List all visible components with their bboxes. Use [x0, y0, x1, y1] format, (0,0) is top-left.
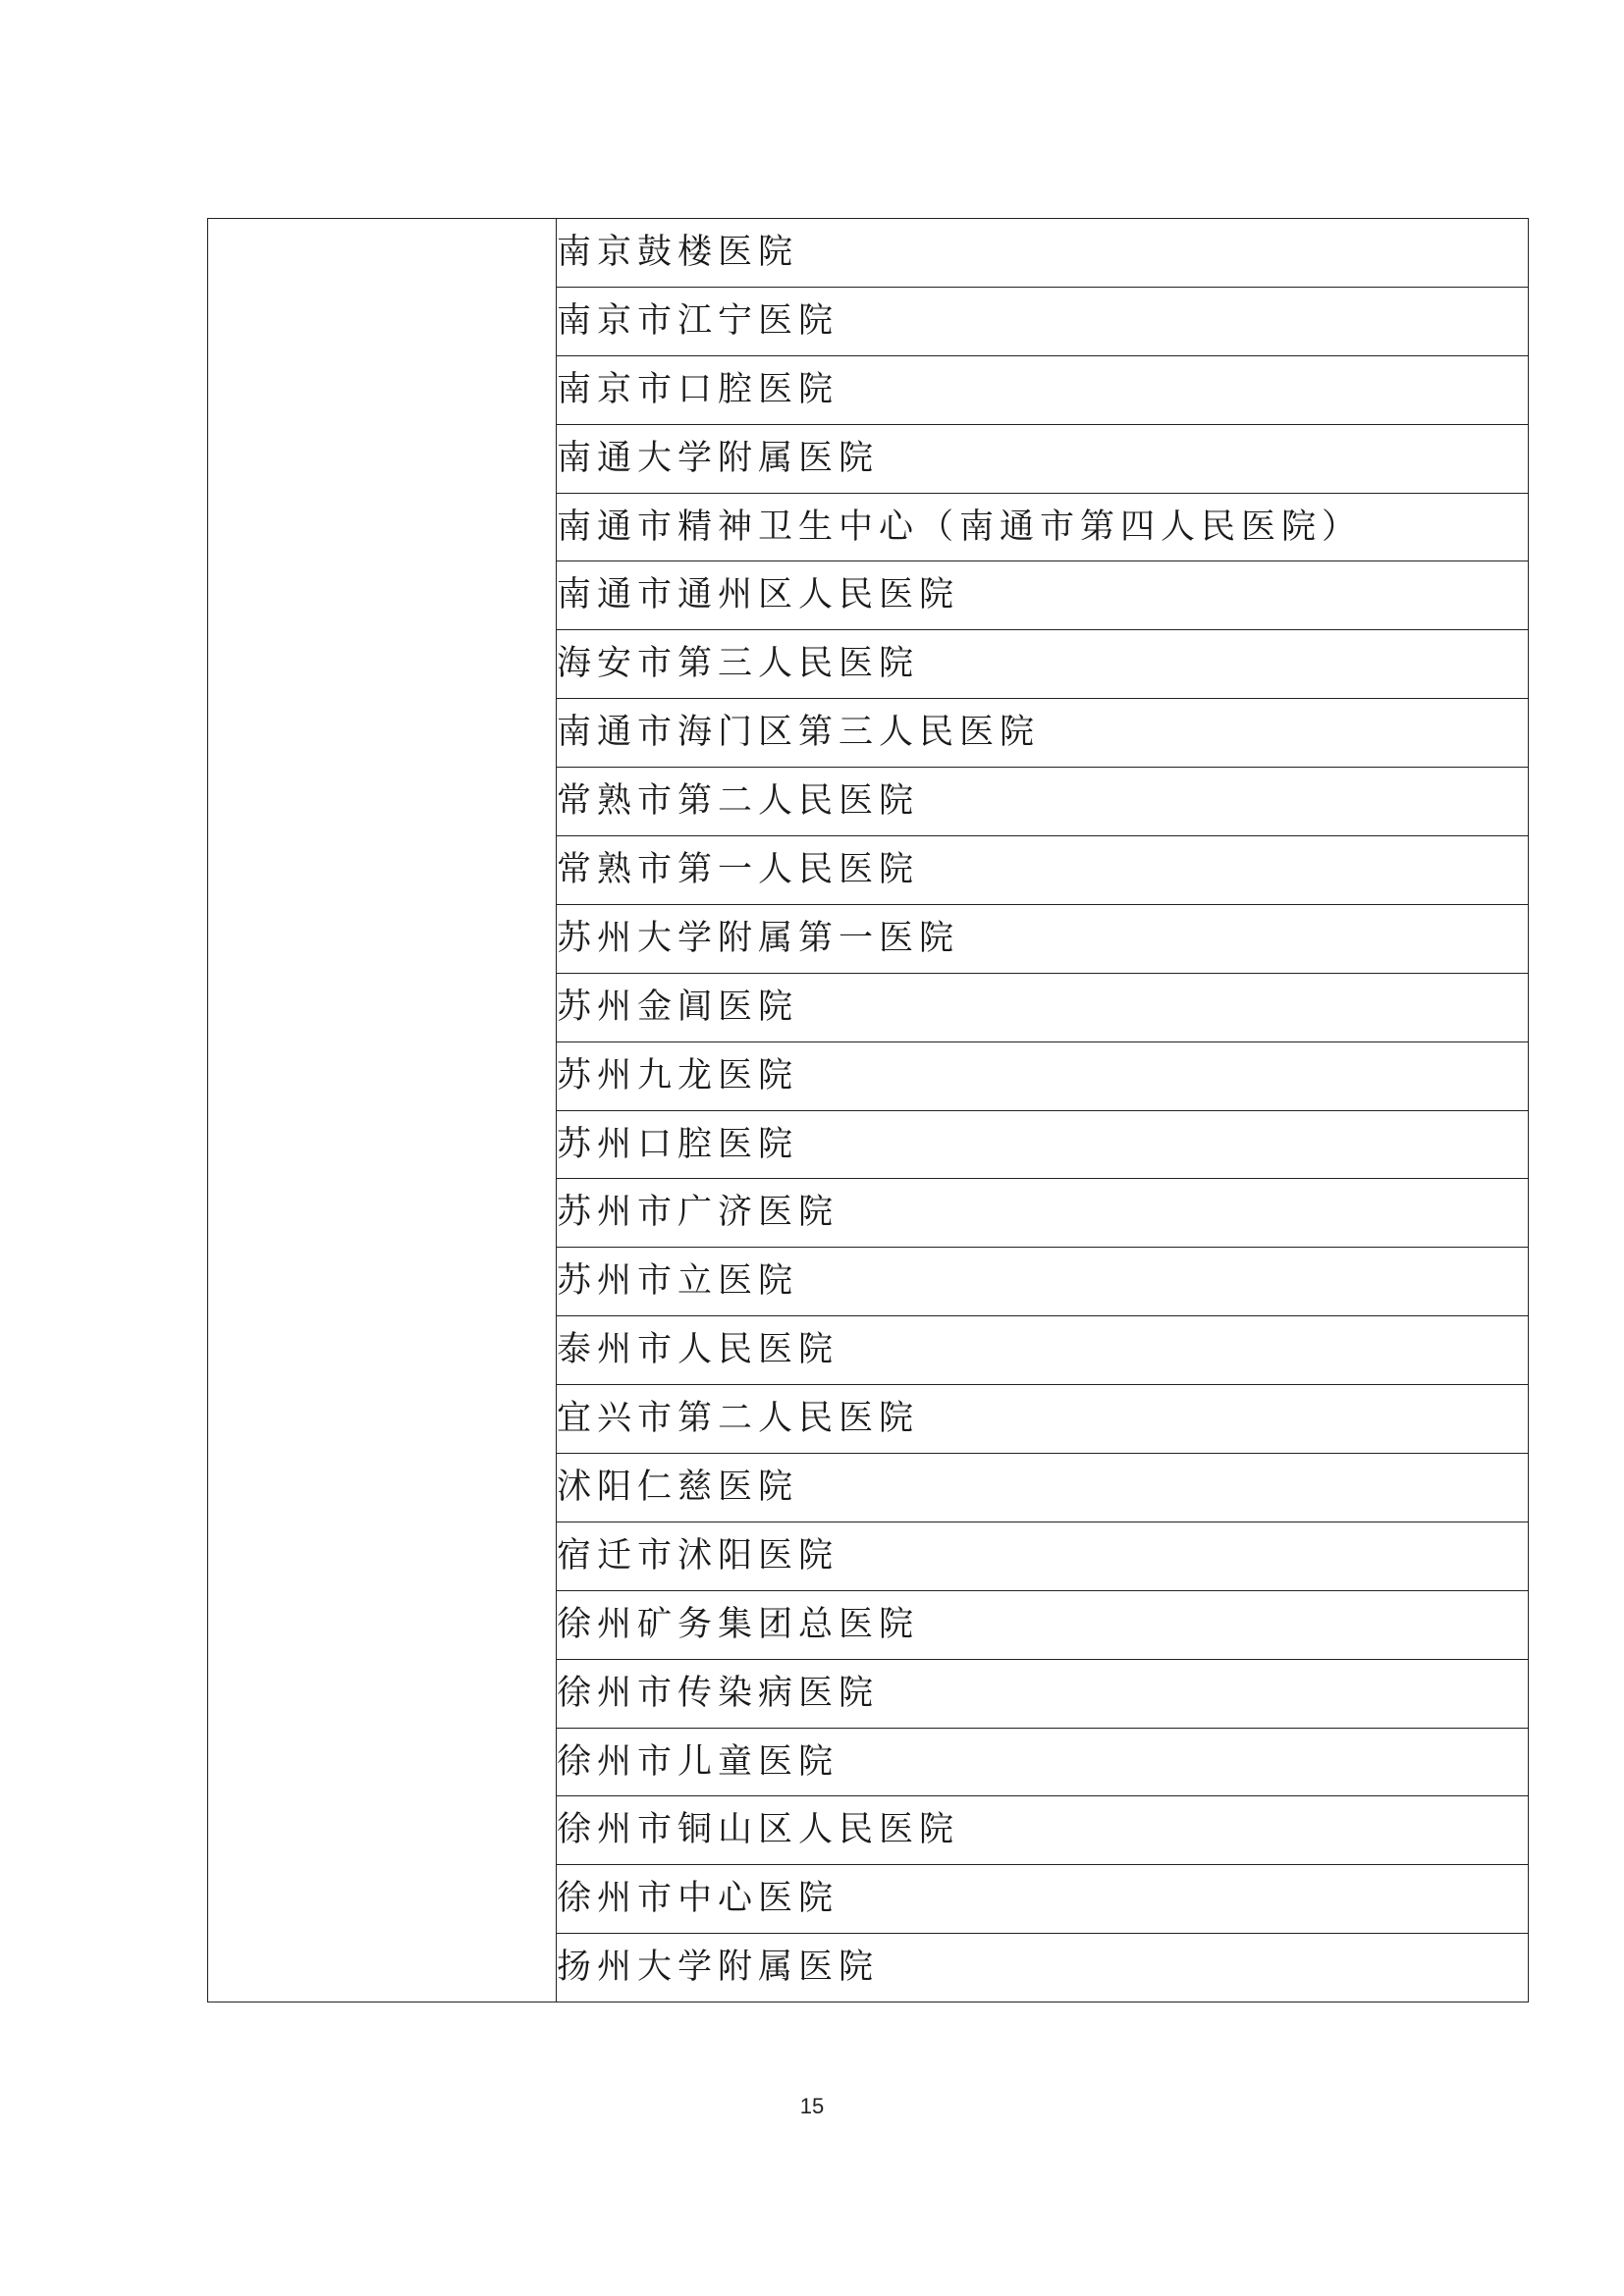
- hospital-name-cell: [557, 493, 1529, 561]
- hospital-name-cell: [557, 1659, 1529, 1728]
- hospital-name-cell: [557, 561, 1529, 630]
- hospital-name: 海安市第三人民医院: [557, 644, 920, 684]
- hospital-name-cell: [557, 1796, 1529, 1865]
- hospital-table-body: [208, 219, 1529, 2002]
- hospital-name: 南通市海门区第三人民医院: [557, 713, 1041, 753]
- hospital-name-cell: [557, 1110, 1529, 1179]
- hospital-name-cell: [557, 1041, 1529, 1110]
- hospital-name-cell: [557, 355, 1529, 424]
- hospital-name: 南通市通州区人民医院: [557, 575, 960, 615]
- hospital-name-cell: [557, 1385, 1529, 1454]
- hospital-name-cell: [557, 1522, 1529, 1590]
- hospital-name: 徐州市传染病医院: [557, 1673, 880, 1713]
- hospital-name: 苏州口腔医院: [557, 1124, 799, 1164]
- hospital-name: 沭阳仁慈医院: [557, 1467, 799, 1507]
- hospital-name: 苏州九龙医院: [557, 1055, 799, 1095]
- hospital-name-cell: [557, 630, 1529, 699]
- hospital-name: 南京市口腔医院: [557, 369, 839, 409]
- hospital-name-cell: [557, 1934, 1529, 2002]
- hospital-name: 常熟市第一人民医院: [557, 849, 920, 889]
- hospital-table: [207, 218, 1529, 2002]
- hospital-name: 南通市精神卫生中心（南通市第四人民医院）: [557, 507, 1363, 547]
- category-cell: [208, 219, 557, 2002]
- hospital-name-cell: [557, 836, 1529, 905]
- hospital-name: 徐州市铜山区人民医院: [557, 1810, 960, 1850]
- hospital-name: 南京市江宁医院: [557, 300, 839, 341]
- hospital-name: 徐州市中心医院: [557, 1879, 839, 1919]
- hospital-name-cell: [557, 1865, 1529, 1934]
- hospital-name-cell: [557, 1454, 1529, 1522]
- hospital-name-cell: [557, 1179, 1529, 1248]
- hospital-name: 宜兴市第二人民医院: [557, 1399, 920, 1439]
- hospital-name: 常熟市第二人民医院: [557, 781, 920, 822]
- hospital-name: 苏州市广济医院: [557, 1193, 839, 1233]
- hospital-name-cell: [557, 1248, 1529, 1316]
- hospital-name-cell: [557, 1590, 1529, 1659]
- hospital-name-cell: [557, 699, 1529, 768]
- hospital-name-cell: [557, 219, 1529, 288]
- hospital-name: 南京鼓楼医院: [557, 232, 799, 272]
- hospital-name-cell: [557, 973, 1529, 1041]
- hospital-name: 宿迁市沭阳医院: [557, 1535, 839, 1575]
- hospital-name: 南通大学附属医院: [557, 438, 880, 478]
- hospital-name: 徐州矿务集团总医院: [557, 1604, 920, 1644]
- table-row: [208, 219, 1529, 288]
- hospital-name-cell: [557, 768, 1529, 836]
- hospital-name: 苏州大学附属第一医院: [557, 918, 960, 958]
- hospital-name-cell: [557, 287, 1529, 355]
- hospital-name: 泰州市人民医院: [557, 1330, 839, 1370]
- hospital-name: 扬州大学附属医院: [557, 1948, 880, 1988]
- hospital-name-cell: [557, 1316, 1529, 1385]
- hospital-name: 苏州市立医院: [557, 1261, 799, 1302]
- hospital-name: 苏州金阊医院: [557, 987, 799, 1027]
- hospital-name-cell: [557, 1728, 1529, 1796]
- page-number: 15: [799, 2094, 825, 2118]
- hospital-name-cell: [557, 424, 1529, 493]
- hospital-name: 徐州市儿童医院: [557, 1741, 839, 1782]
- hospital-name-cell: [557, 904, 1529, 973]
